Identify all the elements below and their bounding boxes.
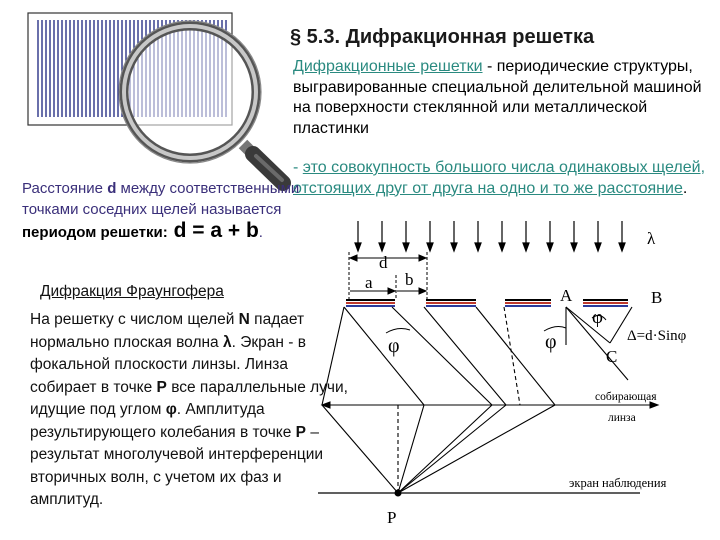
incident-arrow-head	[451, 243, 457, 251]
phi-mid-label: φ	[545, 331, 557, 353]
period-end: .	[258, 224, 263, 241]
incident-arrow-head	[499, 243, 505, 251]
incident-wave-arrows	[355, 221, 625, 251]
para-part-2: падает нормально плоская волна	[30, 311, 305, 351]
c-point-label: C	[606, 347, 618, 366]
definition2-underlined: это совокупность большого числа одинаковых щелей, отстоящих друг от друга на одно и то же расстояние	[293, 159, 706, 197]
period-formula: d = a + b	[167, 219, 259, 242]
para-phi-symbol: φ	[165, 401, 177, 418]
d-label: d	[379, 253, 388, 272]
incident-arrow-head	[355, 243, 361, 251]
incident-arrow-head	[619, 243, 625, 251]
angle-arcs	[386, 315, 606, 333]
para-lambda-symbol: λ	[222, 333, 232, 351]
phi-right-label: φ	[592, 307, 603, 328]
diffraction-rays	[322, 307, 632, 493]
point-p-dot	[395, 490, 402, 497]
period-d-symbol: d	[107, 180, 117, 197]
screen-label: экран наблюдения	[569, 476, 667, 490]
dimension-markers	[349, 252, 427, 300]
para-part-1: На решетку с числом щелей	[30, 311, 239, 328]
para-part-4: все параллельные лучи, идущие под углом	[30, 378, 348, 418]
path-difference-formula: Δ=d·Sinφ	[627, 328, 687, 344]
grating-magnifier-image	[28, 13, 283, 183]
b-point-label: B	[651, 288, 663, 307]
definition1-text: - периодические структуры, выгравированные специальной делительной машиной на поверхности стеклянной или металлической пластинки	[293, 58, 702, 137]
incident-arrow-head	[547, 243, 553, 251]
grating-definition-2	[293, 158, 713, 199]
fraunhofer-paragraph	[30, 309, 350, 512]
period-text-a: Расстояние	[22, 180, 108, 197]
lens-label-line2: линза	[608, 412, 636, 424]
para-p-symbol-1: P	[156, 378, 167, 396]
para-part-6: – результат многолучевой интерференции вторичных волн, с учетом их фаз и амплитуд.	[30, 423, 324, 508]
lens-label-line1: собирающая	[595, 391, 657, 403]
period-label: периодом решетки:	[22, 224, 168, 241]
incident-arrow-head	[427, 243, 433, 251]
definition2-end: .	[682, 179, 688, 197]
incident-arrow-head	[379, 243, 385, 251]
b-label: b	[405, 270, 414, 289]
incident-arrow-head	[595, 243, 601, 251]
incident-arrow-head	[475, 243, 481, 251]
incident-arrow-head	[403, 243, 409, 251]
para-part-5: . Амплитуда результирующего колебания в точке	[30, 401, 296, 441]
incident-arrow-head	[523, 243, 529, 251]
page-title: § 5.3. Дифракционная решетка	[290, 26, 595, 48]
fraunhofer-heading: Дифракция Фраунгофера	[40, 283, 224, 300]
incident-arrow-head	[571, 243, 577, 251]
a-point-label: A	[560, 286, 573, 305]
definition2-dash: -	[293, 159, 303, 176]
period-text-b: между соответственными точками соседних щелей называется	[22, 180, 300, 218]
para-n-symbol: N	[238, 311, 250, 328]
lambda-label: λ	[647, 229, 656, 248]
grating-definition-1	[293, 57, 713, 139]
a-label: a	[365, 273, 373, 292]
p-point-label: P	[387, 508, 397, 527]
grating-link[interactable]: Дифракционные решетки	[293, 58, 483, 75]
grating-bar	[346, 300, 628, 306]
phi-left-label: φ	[388, 335, 400, 357]
period-definition	[22, 178, 312, 243]
para-part-3: . Экран - в фокальной плоскости линзы. Линза собирает в точке	[30, 333, 306, 396]
para-p-symbol-2: P	[295, 423, 307, 441]
